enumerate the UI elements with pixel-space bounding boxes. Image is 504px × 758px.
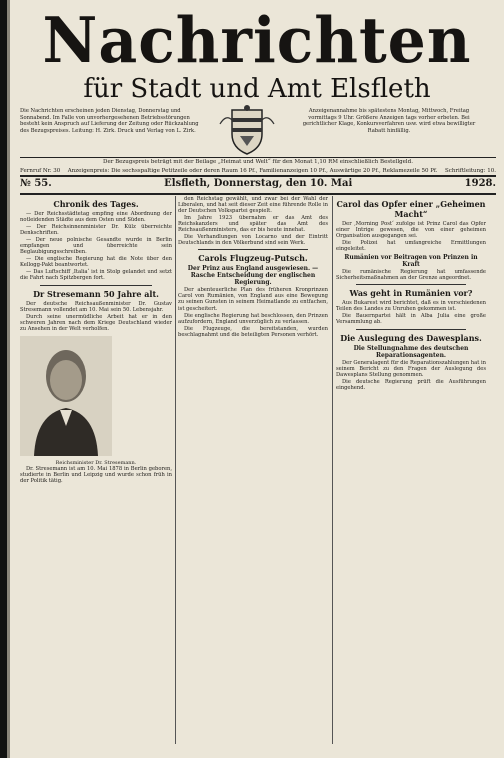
column-divider	[175, 196, 176, 744]
headline: Die Auslegung des Dawesplans.	[340, 332, 482, 343]
paragraph: Die Verhandlungen von Locarno und der Eintritt Deutschlands in den Völkerbund sind sein Werk.	[178, 234, 328, 247]
subheadline: Der Prinz aus England ausgewiesen. — Rasche Entscheidung der englischen Regierung.	[187, 265, 319, 287]
paragraph: Der ‚Morning Post‘ zufolge ist Prinz Carol das Opfer einer Intrige gewesen, die von einer geheimen Organisation ausgegangen sei.	[336, 221, 486, 240]
masthead-subtitle: für Stadt und Amt Elsfleth	[83, 74, 431, 104]
scan-border-shadow	[7, 0, 10, 758]
paragraph: den Reichstag gewählt, und zwar bei der Wahl der Liberalen, und hat seit dieser Zeit eine führende Rolle in der Deutschen Volkspartei gespielt.	[178, 196, 328, 215]
paragraph: — Die englische Regierung hat die Note über den Kellogg-Pakt beantwortet.	[20, 256, 172, 269]
column-3	[336, 196, 486, 744]
paragraph: Aus Bukarest wird berichtet, daß es in verschiedenen Teilen des Landes zu Unruhen gekommen ist.	[336, 300, 486, 313]
headline: Was geht in Rumänien vor?	[349, 288, 473, 299]
dateline	[20, 176, 496, 192]
headline: Carol das Opfer einer „Geheimen Macht“	[336, 199, 486, 219]
paragraph: Im Jahre 1923 übernahm er das Amt des Reichskanzlers und später das Amt des Reichsaußenministers, das er bis heute innehat.	[178, 215, 328, 234]
column-divider	[332, 196, 333, 744]
divider	[356, 284, 466, 285]
price-line	[20, 167, 496, 175]
issue-number: № 55.	[20, 178, 52, 189]
paragraph: Die Bauernpartei hält in Alba Julia eine große Versammlung ab.	[336, 313, 486, 326]
divider	[20, 193, 496, 195]
paragraph: — Der Reichsstädtetag empfing eine Abordnung der notleidenden Städte aus dem Osten und Süden.	[20, 211, 172, 224]
paragraph: Der deutsche Reichsaußenminister Dr. Gustav Stresemann vollendet am 10. Mai sein 50. Lebensjahr.	[20, 300, 172, 313]
column-2	[178, 196, 328, 744]
issue-date: Elsfleth, Donnerstag, den 10. Mai	[164, 178, 353, 189]
headline: Dr Stresemann 50 Jahre alt.	[33, 288, 159, 299]
paragraph: Die rumänische Regierung hat umfassende Sicherheitsmaßnahmen an der Grenze angeordnet.	[336, 269, 486, 282]
paragraph: Durch seine unermüdliche Arbeit hat er in den schweren Jahren nach dem Kriege Deutschland wieder zu Ansehen in der Welt verholfen.	[20, 313, 172, 332]
paragraph: Die Flugzeuge, die bereitstanden, wurden beschlagnahmt und die beteiligten Personen verhört.	[178, 325, 328, 338]
portrait-caption: Reichsminister Dr. Stresemann.	[55, 459, 137, 466]
divider	[198, 249, 308, 250]
headline: Carols Flugzeug-Putsch.	[198, 253, 308, 264]
paragraph: Der abenteuerliche Plan des früheren Kronprinzen Carol von Rumänien, von England aus eine Bewegung zu seinen Gunsten in seinem Heimatlande zu entfachen, ist gescheitert.	[178, 287, 328, 312]
scan-border	[0, 0, 7, 758]
subheadline: Die Stellungnahme des deutschen Reparationsagenten.	[353, 344, 469, 359]
paragraph: Die Polizei hat umfangreiche Ermittlungen eingeleitet.	[336, 240, 486, 253]
headline: Chronik des Tages.	[53, 199, 139, 209]
issue-year: 1928.	[464, 178, 496, 189]
divider	[356, 329, 466, 330]
subscription-line: Der Bezugspreis beträgt mit der Beilage „Heimat und Welt“ für den Monat 1,10 RM einschließlich Bestellgeld.	[103, 159, 413, 165]
paragraph: — Der Reichsinnenminister Dr. Külz überreichte Denkschriften.	[20, 224, 172, 237]
paragraph: Die englische Regierung hat beschlossen, den Prinzen aufzufordern, England unverzüglich zu verlassen.	[178, 312, 328, 325]
publication-info: Die Nachrichten erscheinen jeden Dienstag, Donnerstag und Sonnabend. Im Falle von unvorhergesehenen Betriebsstörungen besteht kein Anspruch auf Lieferung der Zeitung oder Rückzahlung des Bezugspreises. Leitung: H. Zirk. Druck und Verlag von L. Zirk.	[20, 108, 199, 134]
paragraph: — Der neue polnische Gesandte wurde in Berlin empfangen und überreichte sein Beglaubigungsschreiben.	[20, 237, 172, 256]
paragraph: Dr. Stresemann ist am 10. Mai 1878 in Berlin geboren, studierte in Berlin und Leipzig und wurde schon früh in der Politik tätig.	[20, 465, 172, 484]
ad-info: Anzeigenannahme bis spätestens Montag, Mittwoch, Freitag vormittags 9 Uhr. Größere Anzeigen tags vorher erbeten. Bei gerichtlicher Klage, Konkursverfahren usw. wird etwa bewilligter Rabatt hinfällig.	[302, 108, 476, 134]
paragraph: Der Generalagent für die Reparationszahlungen hat in seinem Bericht zu den Fragen der Auslegung des Dawesplans Stellung genommen.	[336, 359, 486, 378]
ad-prices: Anzeigenpreis: Die sechsspaltige Petitzeile oder deren Raum 16 Pf., Familienanzeigen 10 Pf., Auswärtige 20 Pf., Reklamezeile 50 Pf.	[67, 168, 438, 174]
masthead-title: Nachrichten	[42, 4, 472, 78]
subheadline: Rumänien vor Beitragen von Prinzen in Kraft	[344, 254, 478, 269]
column-1	[20, 196, 172, 744]
divider	[40, 285, 152, 286]
paragraph: — Das Luftschiff ‚Italia‘ ist in Stolp gelandet und setzt die Fahrt nach Spitzbergen fort.	[20, 269, 172, 282]
divider	[20, 157, 496, 158]
phone-number: Fernruf Nr. 30	[20, 168, 61, 174]
paragraph: Die deutsche Regierung prüft die Ausführungen eingehend.	[336, 378, 486, 391]
editor-hours: Schriftleitung: 10.	[445, 168, 496, 174]
portrait-image	[20, 336, 112, 456]
coat-of-arms-icon	[214, 104, 280, 156]
